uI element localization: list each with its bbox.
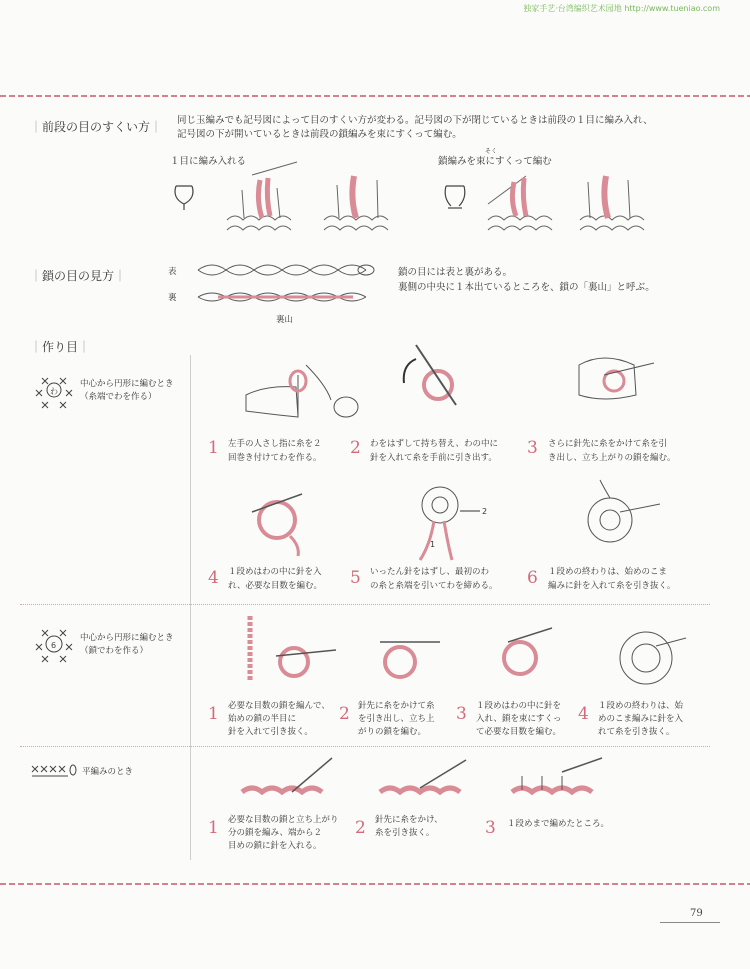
chain-desc-2: 裏側の中央に１本出ているところを、鎖の「裏山」と呼ぶ。	[398, 282, 655, 293]
ring-yarn-step-1-num: 1	[208, 438, 219, 458]
ring-chain-step-3-num: 3	[456, 704, 467, 724]
ring-yarn-step-6-num: 6	[527, 568, 538, 588]
ring-chain-step-4-line2: めのこま編みに針を入	[598, 714, 684, 724]
section-title-foundation: ｜作り目｜	[30, 340, 91, 354]
ring-chain-step-3-line3: て必要な目数を編む。	[476, 727, 562, 737]
top-border	[0, 92, 750, 100]
ring-yarn-step1-illustration	[236, 345, 366, 425]
flat-step3-illustration	[502, 752, 612, 812]
ring-chain-step-2-line2: を引き出し、立ち上	[358, 714, 435, 724]
flat-step2-illustration	[370, 752, 480, 812]
flat-step1-illustration	[232, 752, 352, 812]
label-ridge: 裏山	[276, 315, 294, 325]
arrow-label-2: 2	[482, 507, 488, 516]
open-stitch-illustration-2	[578, 170, 648, 240]
ring-yarn-step5-illustration	[400, 475, 490, 565]
closed-stitch-illustration-2	[322, 170, 392, 240]
ring-yarn-step-6-line1: １段めの終わりは、始めのこま	[548, 567, 668, 577]
ring-yarn-step-3-line1: さらに針先に糸をかけて糸を引	[548, 439, 668, 449]
ring-yarn-heading-1: 中心から円形に編むとき	[80, 379, 174, 389]
ring-chain-symbol-icon	[34, 622, 74, 666]
ring-chain-step-3-line1: １段めはわの中に針を	[476, 701, 562, 711]
arrow-label-1: 1	[430, 540, 436, 549]
flat-step-3-line1: １段めまで編めたところ。	[507, 819, 610, 829]
label-open: 鎖編みを束にすくって編む	[438, 156, 552, 167]
ring-chain-step-2-line1: 針先に糸をかけて糸	[358, 701, 435, 711]
divider-2	[20, 746, 710, 748]
ring-chain-step-4-line3: れて糸を引き抜く。	[598, 727, 675, 737]
open-symbol-icon	[443, 182, 469, 212]
ring-yarn-step-4-num: 4	[208, 568, 219, 588]
label-closed: １目に編み入れる	[170, 156, 247, 167]
ring-yarn-symbol: わ	[50, 387, 58, 396]
ring-yarn-step-6-line2: 編みに針を入れて糸を引き抜く。	[548, 581, 676, 591]
chain-desc-1: 鎖の目には表と裏がある。	[398, 267, 513, 278]
flat-step-3-num: 3	[485, 818, 496, 838]
ring-chain-step-1-line3: 針を入れて引き抜く。	[228, 727, 313, 737]
flat-step-2-line1: 針先に糸をかけ、	[375, 815, 443, 825]
ring-yarn-step-5-line1: いったん針をはずし、最初のわ	[370, 567, 490, 577]
ring-chain-heading-2: （鎖でわを作る）	[80, 646, 149, 656]
ring-yarn-step4-illustration	[242, 480, 322, 560]
ring-chain-step1-illustration	[236, 612, 356, 692]
label-front: 表	[168, 267, 177, 277]
ring-chain-step3-illustration	[490, 612, 570, 692]
ring-chain-heading-1: 中心から円形に編むとき	[80, 633, 174, 643]
closed-symbol-icon	[172, 182, 196, 212]
front-row-desc-1: 同じ玉編みでも記号図によって目のすくい方が変わる。記号図の下が閉じているときは前段の１目に編み入れ、	[177, 115, 653, 126]
ring-chain-symbol: 6	[51, 641, 57, 650]
ring-yarn-heading-2: （糸端でわを作る）	[80, 392, 157, 402]
ring-yarn-symbol-icon	[34, 368, 74, 412]
ring-chain-step-1-line2: 始めの鎖の半目に	[228, 714, 297, 724]
flat-step-1-line2: 分の鎖を編み、端から２	[228, 828, 323, 838]
ring-yarn-step2-illustration	[396, 335, 486, 415]
ring-yarn-step-5-line2: の糸と糸端を引いてわを締める。	[370, 581, 498, 591]
ring-chain-step-2-num: 2	[339, 704, 350, 724]
ring-yarn-step-2-num: 2	[350, 438, 361, 458]
flat-step-1-line1: 必要な目数の鎖と立ち上がり	[228, 815, 339, 825]
ring-chain-step-2-line3: がりの鎖を編む。	[358, 727, 427, 737]
section-title-front-row: ｜前段の目のすくい方｜	[30, 120, 163, 134]
ring-yarn-step-4-line1: １段めはわの中に針を入	[228, 567, 322, 577]
flat-step-1-num: 1	[208, 818, 219, 838]
ring-chain-step-4-line1: １段めの終わりは、始	[598, 701, 684, 711]
closed-stitch-illustration-1	[222, 170, 302, 240]
ring-chain-step-3-line2: 入れ、鎖を束にすくっ	[476, 714, 562, 724]
ring-yarn-step-5-num: 5	[350, 568, 361, 588]
ring-yarn-step-2-line2: 針を入れて糸を手前に引き出す。	[370, 453, 497, 463]
ring-chain-step2-illustration	[370, 612, 450, 692]
ring-yarn-step-3-line2: き出し、立ち上がりの鎖を編む。	[548, 453, 676, 463]
front-row-desc-2: 記号図の下が開いているときは前段の鎖編みを束にすくって編む。	[177, 129, 462, 140]
ring-chain-step-1-num: 1	[208, 704, 219, 724]
vertical-divider	[190, 355, 191, 860]
ring-yarn-step3-illustration	[574, 345, 674, 415]
ring-yarn-step6-illustration	[580, 478, 670, 558]
ring-yarn-step-1-line1: 左手の人さし指に糸を２	[228, 439, 322, 449]
flat-step-1-line3: 目めの鎖に針を入れる。	[228, 841, 322, 851]
ring-yarn-step-2-line1: わをはずして持ち替え、わの中に	[370, 439, 499, 449]
ring-yarn-step-1-line2: 回巻き付けてわを作る。	[228, 453, 322, 463]
flat-step-2-num: 2	[355, 818, 366, 838]
flat-heading: 平編みのとき	[82, 767, 134, 777]
bottom-border	[0, 880, 750, 888]
chain-back-illustration	[188, 285, 378, 309]
flat-symbol-icon	[30, 764, 78, 778]
ring-chain-step-1-line1: 必要な目数の鎖を編んで、	[228, 701, 330, 711]
label-back: 裏	[168, 293, 177, 303]
page-number: 79	[690, 908, 703, 919]
ring-yarn-step-4-line2: れ、必要な目数を編む。	[228, 581, 323, 591]
flat-step-2-line2: 糸を引き抜く。	[375, 828, 435, 838]
chain-front-illustration	[188, 258, 378, 282]
ring-chain-step4-illustration	[606, 612, 696, 692]
furigana: そく	[485, 148, 498, 155]
ring-chain-step-4-num: 4	[578, 704, 589, 724]
ring-yarn-step-3-num: 3	[527, 438, 538, 458]
page-number-rule	[660, 922, 720, 923]
watermark: 独家手艺·台湾编织艺术园地 http://www.tueniao.com	[523, 4, 720, 13]
open-stitch-illustration-1	[486, 170, 566, 240]
divider-1	[20, 604, 710, 606]
section-title-chain-view: ｜鎖の目の見方｜	[30, 269, 127, 283]
